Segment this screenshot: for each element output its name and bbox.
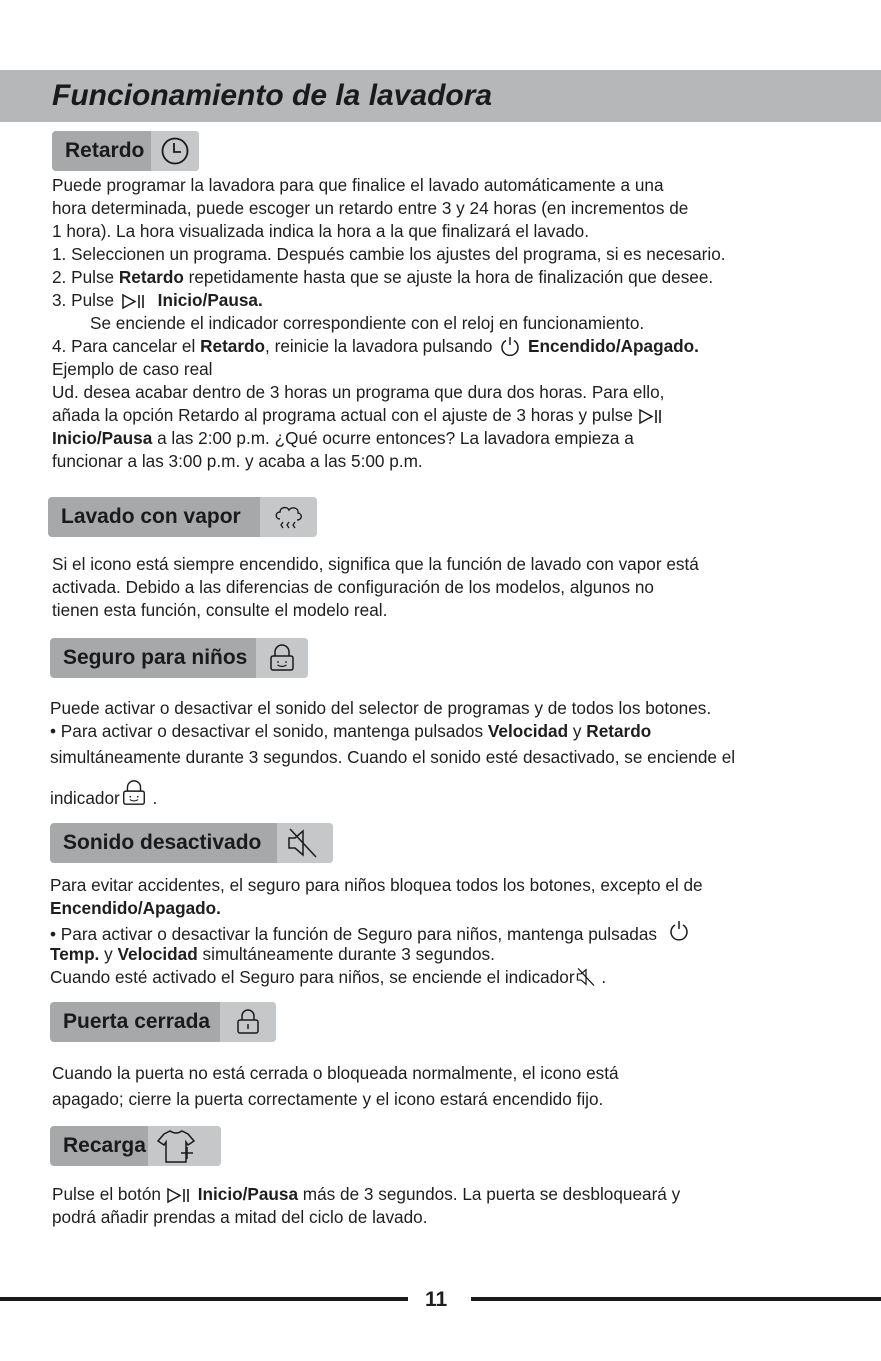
puerta-label: Puerta cerrada xyxy=(63,1010,211,1033)
text-line: Si el icono está siempre encendido, significa que la función de lavado con vapor está xyxy=(52,554,699,574)
text-line: 4. Para cancelar el Retardo, reinicie la lavadora pulsando Encendido/Apagado. xyxy=(52,336,699,356)
footer-rule-left xyxy=(0,1297,408,1301)
power-icon xyxy=(497,336,523,356)
text-line: apagado; cierre la puerta correctamente y el icono estará encendido fijo. xyxy=(52,1089,604,1109)
text-line: Puede programar la lavadora para que finalice el lavado automáticamente a una xyxy=(52,175,664,195)
retardo-tag xyxy=(52,131,199,171)
recarga-text xyxy=(52,1183,680,1229)
child-lock-icon xyxy=(267,643,297,673)
text-line: Cuando la puerta no está cerrada o bloqueada normalmente, el icono está xyxy=(52,1063,619,1083)
add-garment-icon xyxy=(150,1128,202,1166)
text-line: Se enciende el indicador correspondiente con el reloj en funcionamiento. xyxy=(90,313,645,333)
power-icon xyxy=(662,920,696,942)
play-pause-icon xyxy=(119,293,153,310)
clock-icon xyxy=(157,136,193,166)
recarga-tag xyxy=(50,1126,221,1166)
text-line: 1 hora). La hora visualizada indica la hora a la que finalizará el lavado. xyxy=(52,221,589,241)
text-line: Ejemplo de caso real xyxy=(52,359,213,379)
text-line: Cuando esté activado el Seguro para niños, se enciende el indicador . xyxy=(50,967,607,987)
steam-icon xyxy=(272,502,306,532)
puerta-tag xyxy=(50,1002,276,1042)
text-line: simultáneamente durante 3 segundos. Cuando el sonido esté desactivado, se enciende el xyxy=(50,747,736,767)
page-number: 11 xyxy=(425,1288,448,1311)
seguro-label: Seguro para niños xyxy=(63,646,248,669)
text-line: Inicio/Pausa a las 2:00 p.m. ¿Qué ocurre entonces? La lavadora empieza a xyxy=(52,428,634,448)
vapor-text xyxy=(52,553,699,622)
sonido-text xyxy=(50,874,703,989)
text-line: Ud. desea acabar dentro de 3 horas un programa que dura dos horas. Para ello, xyxy=(52,382,665,402)
text-line: añada la opción Retardo al programa actual con el ajuste de 3 horas y pulse xyxy=(52,404,726,427)
text-line: 1. Seleccionen un programa. Después cambie los ajustes del programa, si es necesario. xyxy=(52,244,726,264)
text-line: 2. Pulse Retardo repetidamente hasta que se ajuste la hora de finalización que desee. xyxy=(52,267,714,287)
vapor-label: Lavado con vapor xyxy=(61,505,241,528)
text-line: podrá añadir prendas a mitad del ciclo de lavado. xyxy=(52,1207,428,1227)
sonido-tag xyxy=(50,823,333,863)
retardo-label: Retardo xyxy=(65,139,145,162)
recarga-label: Recarga xyxy=(63,1134,146,1157)
text-line: Para evitar accidentes, el seguro para niños bloquea todos los botones, excepto el de xyxy=(50,875,703,895)
text-line: tienen esta función, consulte el modelo real. xyxy=(52,600,388,620)
mute-icon xyxy=(285,827,321,859)
play-pause-icon xyxy=(166,1187,198,1204)
page-title: Funcionamiento de la lavadora xyxy=(52,79,493,112)
text-line: Puede activar o desactivar el sonido del selector de programas y de todos los botones. xyxy=(50,698,712,718)
puerta-text xyxy=(52,1062,619,1111)
text-line: 3. Pulse Inicio/Pausa. xyxy=(52,290,263,310)
vapor-tag xyxy=(48,497,317,537)
padlock-icon xyxy=(233,1008,263,1036)
text-line: indicador . xyxy=(50,779,735,807)
text-line: • Para activar o desactivar el sonido, mantenga pulsados Velocidad y Retardo xyxy=(50,721,652,741)
text-line: funcionar a las 3:00 p.m. y acaba a las 5:00 p.m. xyxy=(52,451,423,471)
text-line: Encendido/Apagado. xyxy=(50,898,221,918)
text-line: Temp. y Velocidad simultáneamente durante 3 segundos. xyxy=(50,944,495,964)
seguro-tag xyxy=(50,638,308,678)
footer-rule-right xyxy=(471,1297,881,1301)
child-lock-icon xyxy=(120,779,148,807)
sonido-label: Sonido desactivado xyxy=(63,831,262,854)
text-line: Pulse el botón Inicio/Pausa más de 3 segundos. La puerta se desbloqueará y xyxy=(52,1184,681,1204)
text-line: • Para activar o desactivar la función de Seguro para niños, mantenga pulsadas xyxy=(50,920,703,943)
seguro-text xyxy=(50,697,735,807)
section-header xyxy=(0,70,881,122)
mute-icon xyxy=(575,966,597,988)
text-line: hora determinada, puede escoger un retardo entre 3 y 24 horas (en incrementos de xyxy=(52,198,689,218)
retardo-text xyxy=(52,174,726,473)
text-line: activada. Debido a las diferencias de configuración de los modelos, algunos no xyxy=(52,577,654,597)
play-pause-icon xyxy=(638,408,668,425)
